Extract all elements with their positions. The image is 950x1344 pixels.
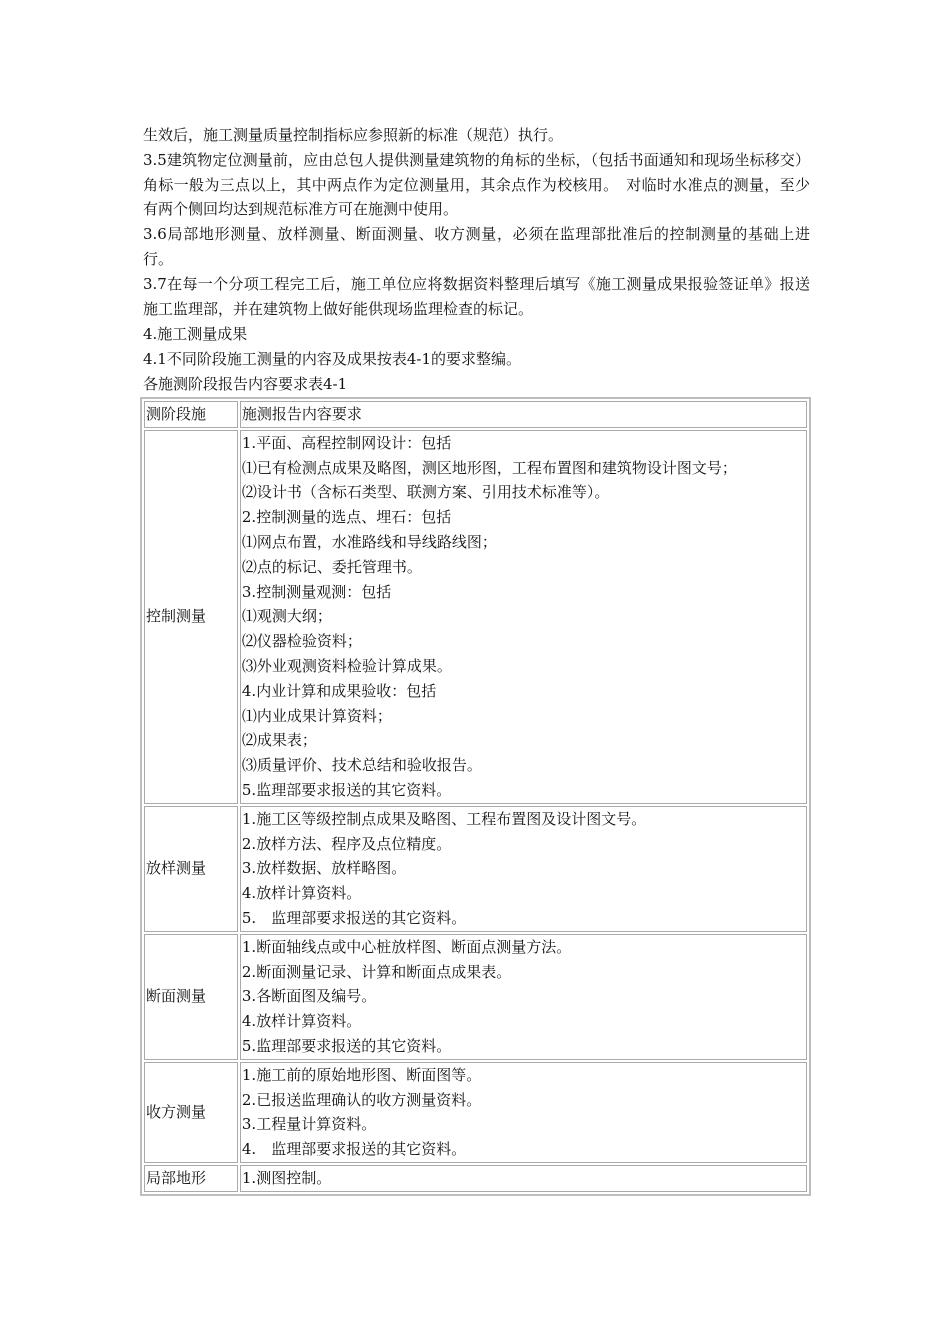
content-item: ⑵仪器检验资料； xyxy=(241,632,362,651)
content-item: ⑵点的标记、委托管理书。 xyxy=(241,557,422,576)
content-item: ⑶外业观测资料检验计算成果。 xyxy=(241,656,452,675)
content-item: 2.控制测量的选点、埋石：包括 xyxy=(241,508,452,527)
content-item: 5.监理部要求报送的其它资料。 xyxy=(241,1036,452,1055)
header-stage-cell: 测阶段施 xyxy=(144,401,238,428)
content-item: 3.工程量计算资料。 xyxy=(241,1115,377,1134)
content-cell xyxy=(240,430,807,804)
content-item: 3.各断面图及编号。 xyxy=(241,987,377,1006)
stage-cell: 断面测量 xyxy=(144,934,238,1060)
table-header-row xyxy=(144,401,807,428)
content-item: ⑴观测大纲； xyxy=(241,607,332,626)
content-cell xyxy=(240,1062,807,1163)
table-row xyxy=(144,934,807,1060)
content-item: ⑴网点布置，水准路线和导线路线图； xyxy=(241,532,497,551)
content-item: 3.控制测量观测：包括 xyxy=(241,582,392,601)
header-content-cell: 施测报告内容要求 xyxy=(240,401,807,428)
paragraph-3-5: 3.5建筑物定位测量前，应由总包人提供测量建筑物的角标的坐标，（包括书面通知和现场坐标移交）角标一般为三点以上，其中两点作为定位测量用，其余点作为校核用。 对临时水准点的测量，至少有两个侧回均达到规范标准方可在施测中使用。 xyxy=(143,151,810,218)
content-item: 3.放样数据、放样略图。 xyxy=(241,859,407,878)
report-requirements-table xyxy=(140,397,811,1196)
content-cell xyxy=(240,1165,807,1192)
content-item: 4.放样计算资料。 xyxy=(241,884,362,903)
content-item: 4. 监理部要求报送的其它资料。 xyxy=(241,1140,467,1159)
content-item: ⑵设计书（含标石类型、联测方案、引用技术标准等）。 xyxy=(241,483,610,502)
content-item: 2.断面测量记录、计算和断面点成果表。 xyxy=(241,962,512,981)
content-item: ⑴内业成果计算资料； xyxy=(241,706,392,725)
paragraph-3-7: 3.7在每一个分项工程完工后，施工单位应将数据资料整理后填写《施工测量成果报验签证单》报送施工监理部，并在建筑物上做好能供现场监理检查的标记。 xyxy=(143,275,810,318)
content-item: 5.监理部要求报送的其它资料。 xyxy=(241,780,452,799)
content-cell xyxy=(240,934,807,1060)
stage-cell: 控制测量 xyxy=(144,430,238,804)
content-item: 1.平面、高程控制网设计：包括 xyxy=(241,433,452,452)
table-row xyxy=(144,1062,807,1163)
content-cell xyxy=(240,806,807,932)
section-heading-4: 4.施工测量成果 xyxy=(143,325,248,343)
paragraph-4-1: 4.1不同阶段施工测量的内容及成果按表4-1的要求整编。 xyxy=(143,350,522,368)
stage-cell: 放样测量 xyxy=(144,806,238,932)
table-row xyxy=(144,1165,807,1192)
table-row xyxy=(144,430,807,804)
content-item: 2.放样方法、程序及点位精度。 xyxy=(241,834,452,853)
stage-cell: 局部地形 xyxy=(144,1165,238,1192)
content-item: 2.已报送监理确认的收方测量资料。 xyxy=(241,1090,482,1109)
content-item: 1.施工区等级控制点成果及略图、工程布置图及设计图文号。 xyxy=(241,809,647,828)
content-item: ⑴已有检测点成果及略图，测区地形图，工程布置图和建筑物设计图文号； xyxy=(241,458,737,477)
content-item: ⑵成果表； xyxy=(241,731,317,750)
content-item: 5. 监理部要求报送的其它资料。 xyxy=(241,908,467,927)
paragraph-continuation: 生效后，施工测量质量控制指标应参照新的标准（规范）执行。 xyxy=(143,126,564,144)
content-item: ⑶质量评价、技术总结和验收报告。 xyxy=(241,756,482,775)
content-item: 4.放样计算资料。 xyxy=(241,1012,362,1031)
paragraph-3-6: 3.6局部地形测量、放样测量、断面测量、收方测量，必须在监理部批准后的控制测量的基础上进行。 xyxy=(143,225,810,268)
stage-cell: 收方测量 xyxy=(144,1062,238,1163)
content-item: 1.施工前的原始地形图、断面图等。 xyxy=(241,1065,482,1084)
content-item: 4.内业计算和成果验收：包括 xyxy=(241,681,437,700)
content-item: 1.测图控制。 xyxy=(241,1168,332,1187)
table-row xyxy=(144,806,807,932)
table-caption: 各施测阶段报告内容要求表4-1 xyxy=(143,375,348,393)
content-item: 1.断面轴线点或中心桩放样图、断面点测量方法。 xyxy=(241,937,572,956)
